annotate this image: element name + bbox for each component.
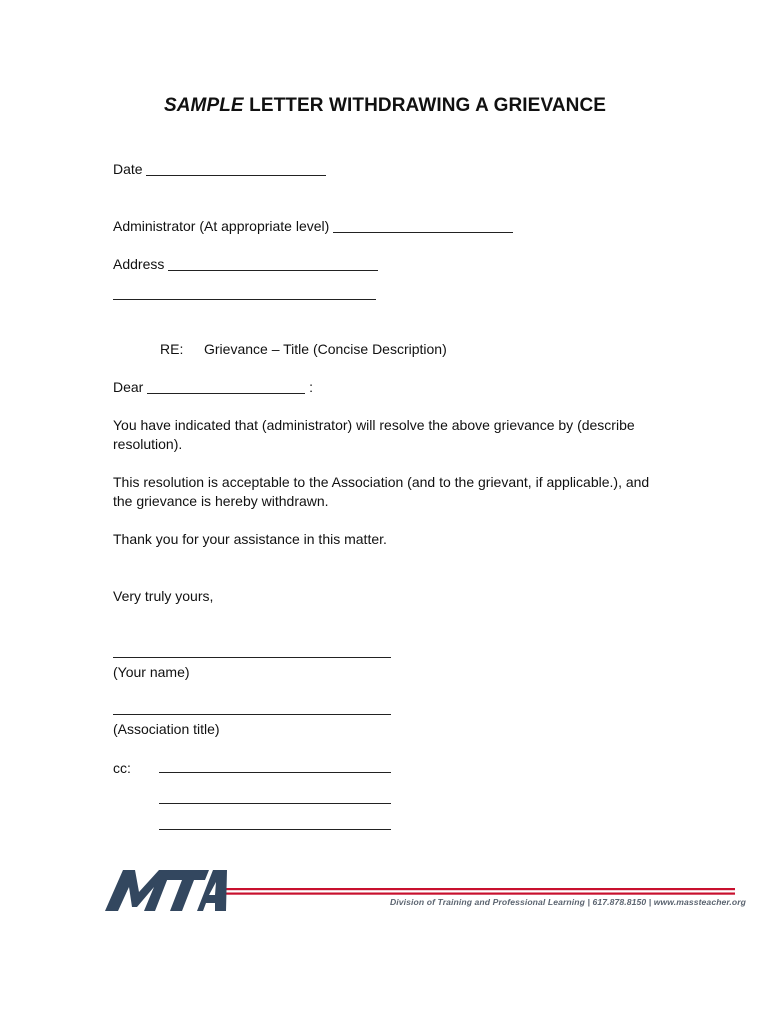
footer-contact: Division of Training and Professional Learning | 617.878.8150 | www.massteacher.org bbox=[390, 897, 747, 907]
title-rest: LETTER WITHDRAWING A GRIEVANCE bbox=[249, 95, 607, 116]
logo-letter-m bbox=[105, 870, 171, 911]
administrator-label: Administrator (At appropriate level) bbox=[113, 218, 330, 234]
administrator-blank[interactable] bbox=[333, 218, 513, 233]
paragraph-thanks: Thank you for your assistance in this matter. bbox=[113, 531, 387, 547]
closing: Very truly yours, bbox=[113, 588, 214, 604]
letter-title bbox=[0, 95, 770, 117]
cc-line-2[interactable] bbox=[159, 803, 391, 804]
address-row bbox=[113, 256, 378, 272]
dear-blank[interactable] bbox=[147, 379, 305, 394]
title-signature-line[interactable] bbox=[113, 714, 391, 715]
date-blank[interactable] bbox=[146, 161, 326, 176]
title-emphasis: SAMPLE bbox=[163, 95, 244, 116]
paragraph-acceptance: This resolution is acceptable to the Association (and to the grievant, if applicable.), and the grievance is hereby withdrawn. bbox=[113, 474, 650, 509]
dear-row bbox=[113, 379, 313, 395]
association-title-label: (Association title) bbox=[113, 721, 220, 737]
cc-line-1[interactable] bbox=[159, 772, 391, 773]
date-row bbox=[113, 161, 326, 177]
re-label: RE: bbox=[160, 341, 184, 357]
mta-logo bbox=[105, 860, 735, 916]
paragraph-resolution: You have indicated that (administrator) will resolve the above grievance by (describe resolution). bbox=[113, 417, 635, 452]
date-label: Date bbox=[113, 161, 143, 177]
address-label: Address bbox=[113, 256, 165, 272]
dear-suffix: : bbox=[309, 379, 314, 395]
cc-label: cc: bbox=[113, 760, 131, 776]
dear-label: Dear bbox=[113, 379, 144, 395]
name-signature-line[interactable] bbox=[113, 657, 391, 658]
your-name-label: (Your name) bbox=[113, 664, 190, 680]
cc-line-3[interactable] bbox=[159, 829, 391, 830]
logo-stripes bbox=[217, 888, 735, 895]
address-blank-1[interactable] bbox=[168, 256, 378, 271]
administrator-row bbox=[113, 218, 513, 234]
re-text: Grievance – Title (Concise Description) bbox=[204, 341, 447, 357]
address-blank-2[interactable] bbox=[113, 299, 376, 300]
